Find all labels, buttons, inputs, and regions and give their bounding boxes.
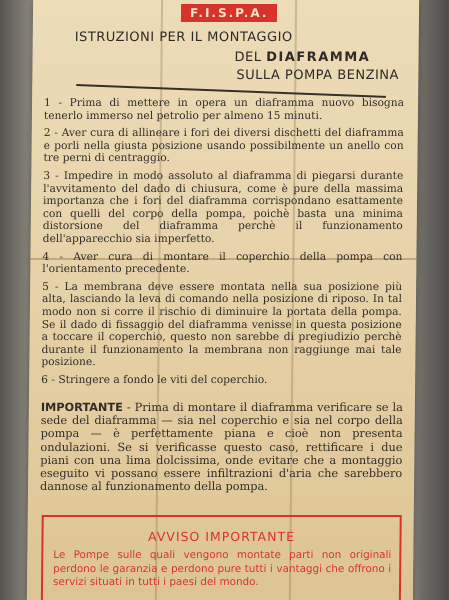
warning-text: Le Pompe sulle quali vengono montate parti non originali perdono le garanzia e perdono pure tutti i vantaggi che offrono i servizi situati in tutti i paesi del mondo.	[52, 549, 392, 588]
warning-title: AVVISO IMPORTANTE	[147, 529, 296, 544]
title-line-3: SULLA POMPA BENZINA	[236, 68, 400, 83]
page-subtitle	[234, 50, 370, 65]
instructions-list	[41, 97, 404, 391]
title-line-2-bold: DIAFRAMMA	[266, 50, 371, 65]
page-title	[75, 30, 293, 45]
instruction-step: 1 - Prima di mettere in opera un diaframma nuovo bisogna tenerlo immerso nel petrolio per almeno 15 minuti.	[43, 96, 405, 122]
page-subtitle-2	[236, 68, 399, 83]
important-label: IMPORTANTE	[40, 401, 123, 414]
brand-logo: F.I.S.P.A.	[181, 4, 278, 22]
title-line-1: ISTRUZIONI PER IL MONTAGGIO	[74, 30, 293, 45]
instruction-step: 2 - Aver cura di allineare i fori dei diversi dischetti del diaframma e porli nella giusta posizione usando possibilmente un anello con tre perni di centraggio.	[43, 126, 404, 165]
important-note	[40, 401, 403, 493]
instruction-step: 6 - Stringere a fondo le viti del coperchio.	[41, 372, 268, 386]
warning-box	[41, 515, 402, 600]
instruction-step: 5 - La membrana deve essere montata nella sua posizione più alta, lasciando la leva di comando nella posizione di riposo. In tal modo non si corre il rischio di diminuire la portata della pompa. Se il dado di fissaggio del diaframma venisse in questa posizione a toccare il coperchio, questo non sarebbe di pregiudizio perchè durante il funzionamento la membrana non raggiunge mai tale posizione.	[41, 279, 403, 369]
title-line-2-prefix: DEL	[234, 50, 262, 65]
instruction-step: 4 - Aver cura di montare il coperchio della pompa con l'orientamento precedente.	[42, 249, 403, 276]
instruction-step: 3 - Impedire in modo assoluto al diaframma di piegarsi durante l'avvitamento del dado di chiusura, come è pure della massima importanza che i fori del diaframma corrispondano esattamente con quelli del corpo della pompa, poichè basta una minima distorsione del diaframma perchè il funzionamento dell'apparecchio sia imperfetto.	[42, 168, 404, 245]
instruction-sheet	[27, 0, 419, 600]
important-text: - Prima di montare il diaframma verificare se la sede del diaframma — sia nel coperchio e sia nel corpo della pompa — è perfettamente piana e cioè non presenta ondulazioni. Se si verificasse questo caso, rettificare i due piani con una lima dolcissima, onde evitare che a montaggio eseguito vi possano essere infiltrazioni d'aria che sarebbero dannose al funzionamento della pompa.	[39, 401, 403, 494]
